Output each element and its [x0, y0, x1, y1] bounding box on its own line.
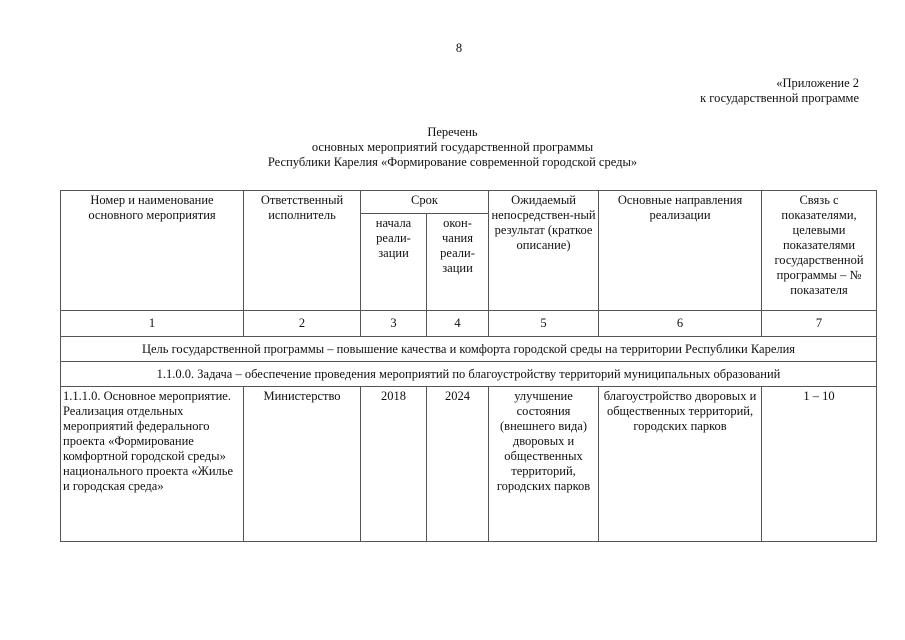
header-term-end: окон-чания реали-зации	[427, 214, 489, 311]
goal-text: Цель государственной программы – повышение качества и комфорта городской среды на территории Республики Карелия	[61, 337, 877, 362]
column-number: 2	[244, 311, 361, 337]
column-number: 7	[762, 311, 877, 337]
header-row	[61, 191, 877, 214]
header-term-start: начала реали-зации	[361, 214, 427, 311]
activity-name: 1.1.1.0. Основное мероприятие. Реализация отдельных мероприятий федерального проекта «Формирование комфортной городской среды» национального проекта «Жилье и городская среда»	[61, 387, 244, 542]
appendix-note	[700, 76, 859, 106]
term-end: 2024	[427, 387, 489, 542]
header-executor: Ответственный исполнитель	[244, 191, 361, 311]
header-result: Ожидаемый непосредствен-ный результат (краткое описание)	[489, 191, 599, 311]
goal-row	[61, 337, 877, 362]
term-start: 2018	[361, 387, 427, 542]
header-indicators: Связь с показателями, целевыми показателями государственной программы – № показателя	[762, 191, 877, 311]
executor: Министерство	[244, 387, 361, 542]
document-title	[0, 125, 905, 170]
column-number: 3	[361, 311, 427, 337]
activities-table	[60, 190, 877, 542]
column-number-row	[61, 311, 877, 337]
header-directions: Основные направления реализации	[599, 191, 762, 311]
task-row	[61, 362, 877, 387]
title-line-3: Республики Карелия «Формирование современной городской среды»	[267, 155, 638, 169]
title-line-1: Перечень	[427, 125, 478, 139]
appendix-line-1: «Приложение 2	[776, 76, 859, 90]
implementation-directions: благоустройство дворовых и общественных территорий, городских парков	[599, 387, 762, 542]
expected-result: улучшение состояния (внешнего вида) дворовых и общественных территорий, городских парков	[489, 387, 599, 542]
header-activity: Номер и наименование основного мероприятия	[61, 191, 244, 311]
indicator-link: 1 – 10	[762, 387, 877, 542]
column-number: 1	[61, 311, 244, 337]
table-row	[61, 387, 877, 542]
column-number: 5	[489, 311, 599, 337]
page-number: 8	[455, 41, 463, 55]
task-text: 1.1.0.0. Задача – обеспечение проведения мероприятий по благоустройству территорий муниципальных образований	[61, 362, 877, 387]
title-line-2: основных мероприятий государственной программы	[311, 140, 594, 154]
column-number: 6	[599, 311, 762, 337]
column-number: 4	[427, 311, 489, 337]
header-term: Срок	[361, 191, 489, 214]
appendix-line-2: к государственной программе	[700, 91, 859, 105]
